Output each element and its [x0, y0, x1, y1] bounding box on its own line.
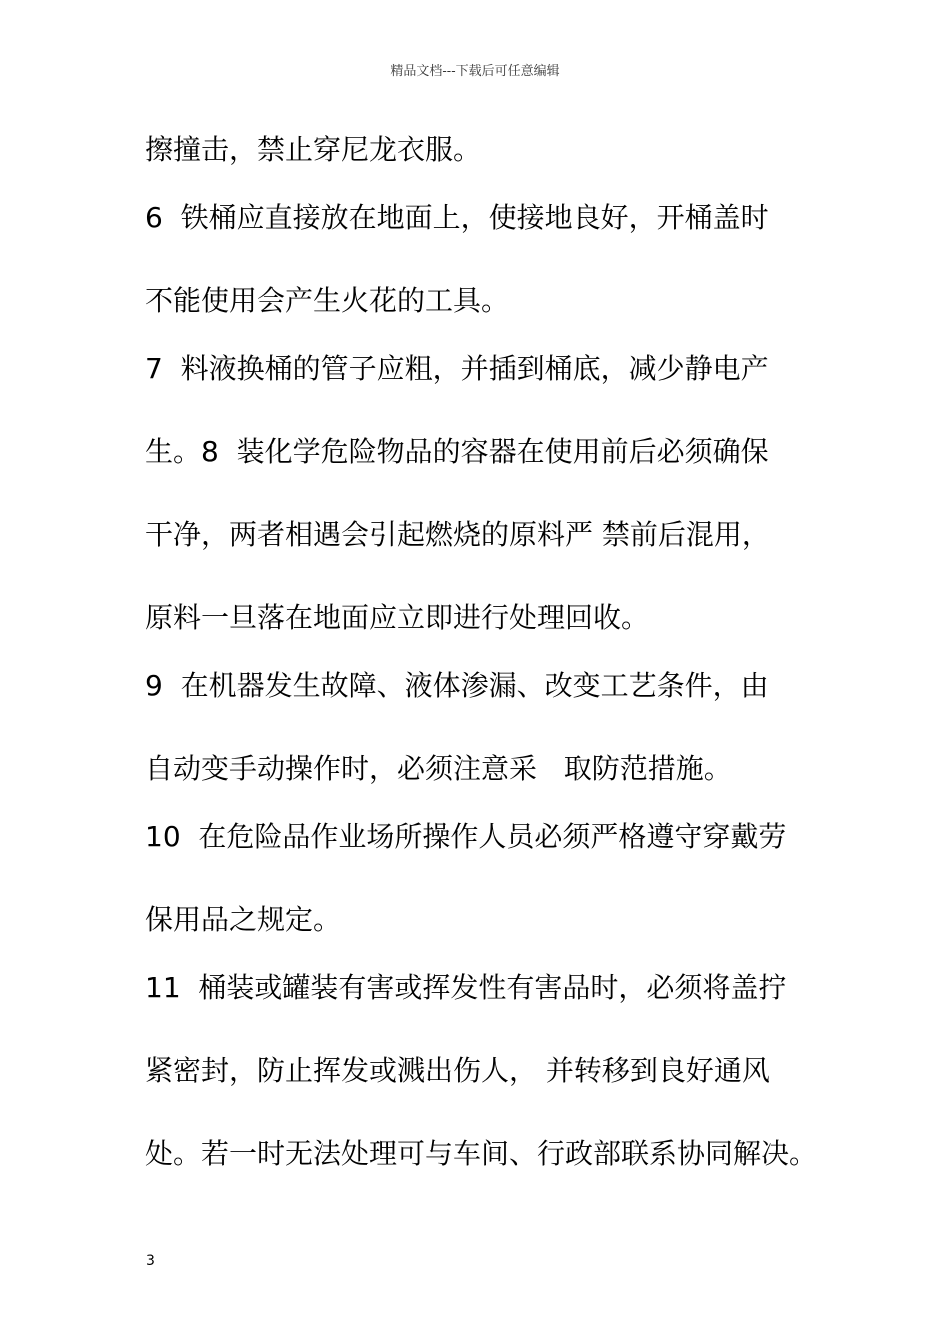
body-text-line: 保用品之规定。: [145, 903, 342, 936]
body-text-line: 处。若一时无法处理可与车间、行政部联系协同解决。: [145, 1137, 818, 1170]
body-text-line: 10 在危险品作业场所操作人员必须严格遵守穿戴劳: [145, 820, 787, 853]
body-text-line: 7 料液换桶的管子应粗，并插到桶底，减少静电产: [145, 352, 769, 385]
body-text-line: 11 桶装或罐装有害或挥发性有害品时，必须将盖拧: [145, 971, 787, 1004]
page-number: 3: [146, 1253, 155, 1269]
body-text-line: 紧密封，防止挥发或溅出伤人， 并转移到良好通风: [145, 1054, 770, 1087]
page-header: 精品文档---下载后可任意编辑: [390, 64, 560, 79]
body-text-line: 6 铁桶应直接放在地面上，使接地良好，开桶盖时: [145, 201, 769, 234]
body-text-line: 干净，两者相遇会引起燃烧的原料严 禁前后混用，: [145, 518, 770, 551]
body-text-line: 自动变手动操作时，必须注意采 取防范措施。: [145, 752, 732, 785]
body-text-line: 9 在机器发生故障、液体渗漏、改变工艺条件，由: [145, 669, 769, 702]
body-text-line: 原料一旦落在地面应立即进行处理回收。: [145, 601, 650, 634]
body-text-line: 生。8 装化学危险物品的容器在使用前后必须确保: [145, 435, 769, 468]
body-text-line: 擦撞击，禁止穿尼龙衣服。: [145, 133, 482, 166]
body-text-line: 不能使用会产生火花的工具。: [145, 284, 510, 317]
